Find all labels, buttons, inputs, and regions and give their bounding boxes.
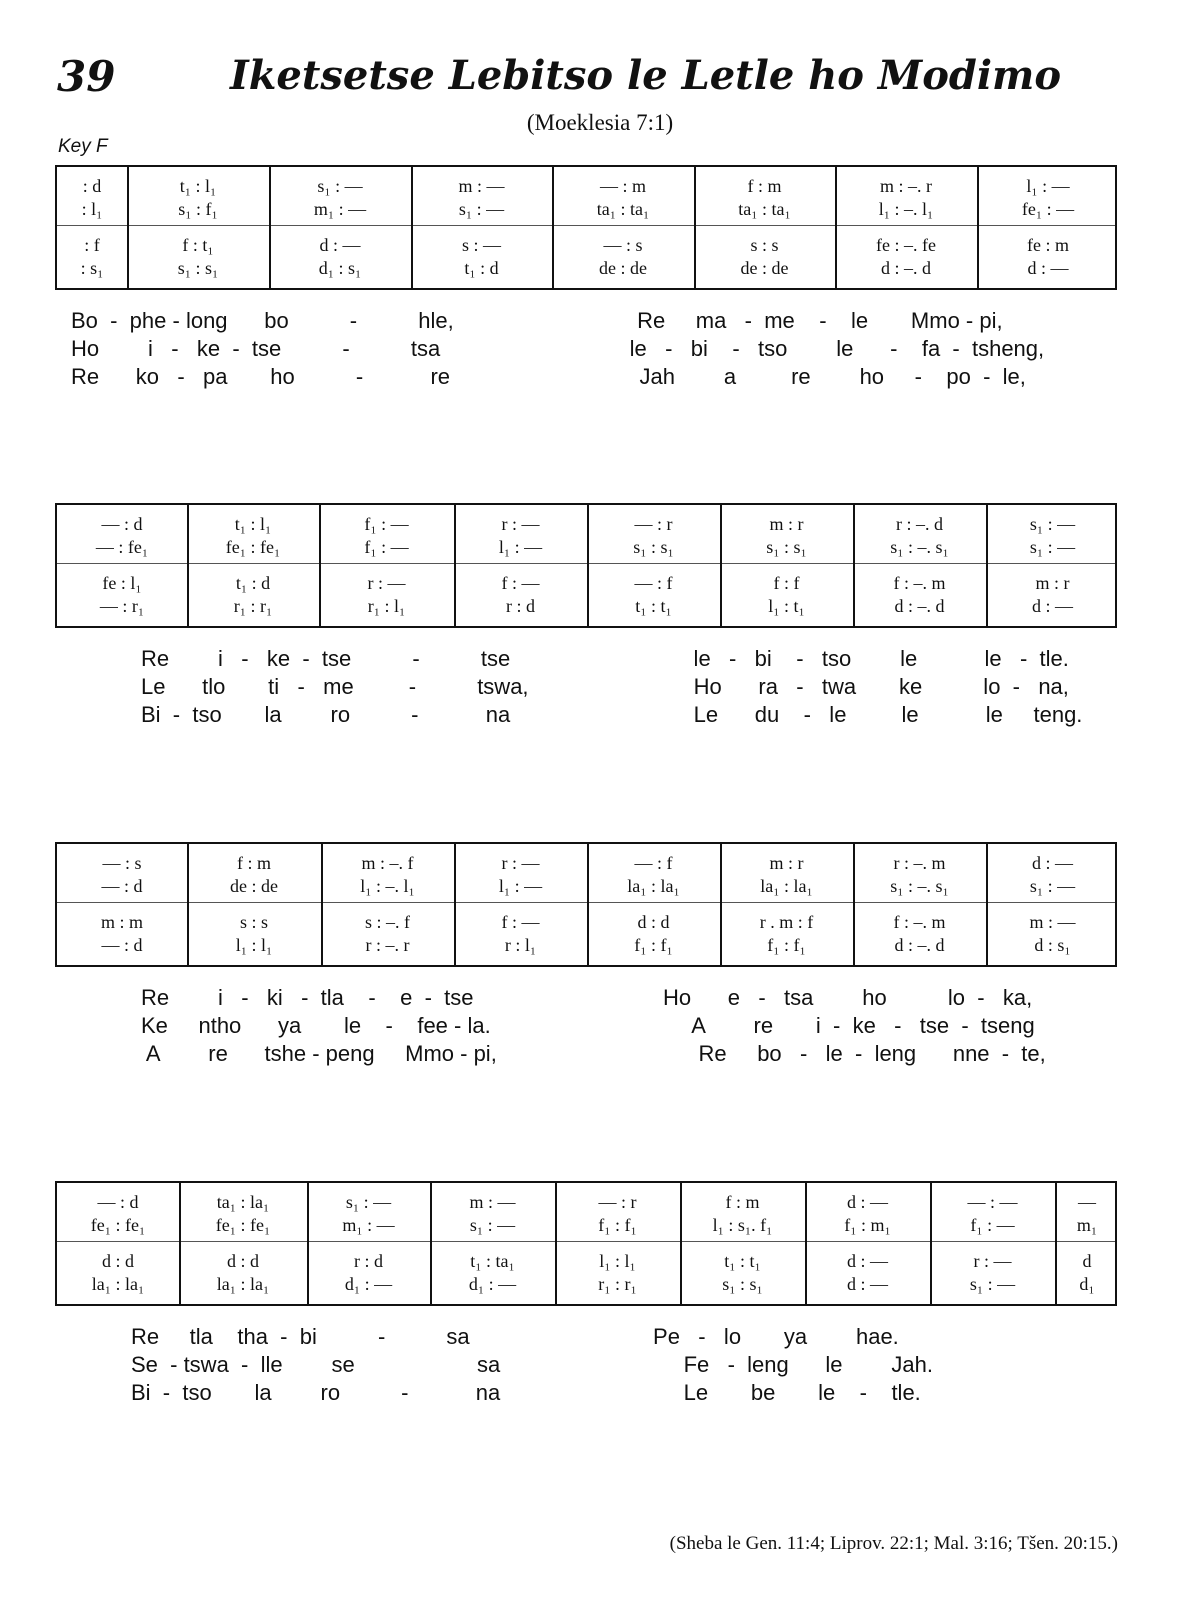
measure bbox=[454, 505, 587, 626]
alto-notes: fe₁ : fe₁ bbox=[215, 1215, 271, 1235]
soprano-notes: ta₁ : la₁ bbox=[216, 1192, 270, 1212]
tenor-notes: r : d bbox=[354, 1251, 383, 1271]
bass-notes: de : de bbox=[740, 258, 789, 278]
bass-notes: r₁ : l₁ bbox=[367, 596, 406, 616]
tenor-notes: f : t₁ bbox=[182, 235, 214, 255]
bass-notes: — : d bbox=[101, 935, 143, 955]
measure bbox=[694, 167, 835, 288]
measure bbox=[720, 505, 853, 626]
measure bbox=[269, 167, 411, 288]
soprano-notes: m : r bbox=[769, 853, 804, 873]
measure bbox=[321, 844, 454, 965]
soprano-notes: r : –. m bbox=[893, 853, 946, 873]
music-system bbox=[55, 165, 1117, 290]
bass-notes: la₁ : la₁ bbox=[216, 1274, 270, 1294]
music-system bbox=[55, 842, 1117, 967]
bass-notes: f₁ : f₁ bbox=[767, 935, 806, 955]
soprano-notes: f : m bbox=[237, 853, 271, 873]
music-system bbox=[55, 1181, 1117, 1306]
lyric-verse-2: Ke ntho ya le - fee - la. A re i - ke - tse - tseng bbox=[141, 1013, 1035, 1038]
bass-notes: r : d bbox=[506, 596, 535, 616]
alto-notes: : l₁ bbox=[81, 199, 103, 219]
hymn-number: 39 bbox=[57, 52, 116, 101]
tenor-notes: — : f bbox=[634, 573, 673, 593]
measure bbox=[454, 844, 587, 965]
measure bbox=[411, 167, 552, 288]
alto-notes: f₁ : m₁ bbox=[844, 1215, 891, 1235]
tenor-notes: d : d bbox=[226, 1251, 259, 1271]
tenor-notes: t₁ : t₁ bbox=[724, 1251, 761, 1271]
bass-notes: d : — bbox=[1031, 596, 1073, 616]
measure bbox=[552, 167, 694, 288]
bass-notes: la₁ : la₁ bbox=[91, 1274, 145, 1294]
measure bbox=[587, 844, 720, 965]
alto-notes: s₁ : — bbox=[469, 1215, 516, 1235]
measure bbox=[57, 167, 127, 288]
measure bbox=[720, 844, 853, 965]
soprano-notes: — bbox=[1078, 1192, 1096, 1212]
bass-notes: l₁ : t₁ bbox=[768, 596, 805, 616]
tenor-notes: fe : –. fe bbox=[876, 235, 936, 255]
alto-notes: s₁ : — bbox=[1029, 876, 1076, 896]
alto-notes: m₁ : — bbox=[313, 199, 367, 219]
measure bbox=[977, 167, 1119, 288]
measure bbox=[179, 1183, 307, 1304]
measure bbox=[555, 1183, 680, 1304]
bass-notes: : s₁ bbox=[80, 258, 104, 278]
tenor-notes: l₁ : l₁ bbox=[599, 1251, 636, 1271]
measure bbox=[835, 167, 977, 288]
soprano-notes: m : — bbox=[458, 176, 505, 196]
measure bbox=[680, 1183, 805, 1304]
alto-notes: s₁ : — bbox=[458, 199, 505, 219]
tenor-notes: r : — bbox=[367, 573, 406, 593]
alto-notes: l₁ : — bbox=[498, 537, 543, 557]
bass-notes: r : l₁ bbox=[504, 935, 537, 955]
tenor-notes: — : s bbox=[603, 235, 643, 255]
footer-references: (Sheba le Gen. 11:4; Liprov. 22:1; Mal. 3:16; Tšen. 20:15.) bbox=[669, 1533, 1118, 1554]
tenor-notes: : f bbox=[84, 235, 100, 255]
alto-notes: l₁ : s₁. f₁ bbox=[712, 1215, 773, 1235]
tenor-notes: s : s bbox=[239, 912, 268, 932]
tenor-notes: m : r bbox=[1035, 573, 1070, 593]
soprano-notes: t₁ : l₁ bbox=[234, 514, 272, 534]
alto-notes: s₁ : s₁ bbox=[633, 537, 674, 557]
alto-notes: fe₁ : fe₁ bbox=[225, 537, 281, 557]
soprano-notes: — : s bbox=[102, 853, 142, 873]
measure bbox=[853, 844, 986, 965]
lyric-verse-3: A re tshe - peng Mmo - pi, Re bo - le - leng nne - te, bbox=[141, 1041, 1046, 1066]
soprano-notes: s₁ : — bbox=[1029, 514, 1076, 534]
soprano-notes: : d bbox=[82, 176, 102, 196]
lyric-verse-1: Re tla tha - bi - sa Pe - lo ya hae. bbox=[131, 1324, 899, 1349]
alto-notes: s₁ : f₁ bbox=[178, 199, 218, 219]
tenor-notes: m : — bbox=[1029, 912, 1076, 932]
measure bbox=[430, 1183, 555, 1304]
soprano-notes: m : –. f bbox=[361, 853, 414, 873]
bass-notes: d : –. d bbox=[894, 596, 945, 616]
lyric-verse-1: Re i - ki - tla - e - tse Ho e - tsa ho lo - ka, bbox=[141, 985, 1033, 1010]
alto-notes: fe₁ : fe₁ bbox=[90, 1215, 146, 1235]
tenor-notes: d : — bbox=[319, 235, 361, 255]
tenor-notes: d bbox=[1082, 1251, 1092, 1271]
tenor-notes: f : f bbox=[773, 573, 800, 593]
bass-notes: d : –. d bbox=[880, 258, 931, 278]
bass-notes: d : — bbox=[846, 1274, 888, 1294]
bass-notes: d₁ : s₁ bbox=[318, 258, 362, 278]
alto-notes: — : d bbox=[101, 876, 143, 896]
measure bbox=[319, 505, 454, 626]
alto-notes: s₁ : — bbox=[1029, 537, 1076, 557]
bass-notes: d : s₁ bbox=[1034, 935, 1071, 955]
measure bbox=[853, 505, 986, 626]
alto-notes: s₁ : –. s₁ bbox=[890, 537, 949, 557]
tenor-notes: t₁ : d bbox=[235, 573, 271, 593]
soprano-notes: r : — bbox=[501, 853, 540, 873]
measure bbox=[986, 844, 1119, 965]
tenor-notes: m : m bbox=[100, 912, 143, 932]
bass-notes: r₁ : r₁ bbox=[598, 1274, 637, 1294]
soprano-notes: m : r bbox=[769, 514, 804, 534]
soprano-notes: s₁ : — bbox=[317, 176, 363, 196]
tenor-notes: r . m : f bbox=[759, 912, 814, 932]
soprano-notes: f : m bbox=[747, 176, 782, 196]
alto-notes: l₁ : — bbox=[498, 876, 543, 896]
measure bbox=[805, 1183, 930, 1304]
soprano-notes: — : m bbox=[599, 176, 646, 196]
soprano-notes: r : — bbox=[501, 514, 540, 534]
lyric-verse-3: Bi - tso la ro - na Le be le - tle. bbox=[131, 1380, 921, 1405]
soprano-notes: t₁ : l₁ bbox=[179, 176, 217, 196]
tenor-notes: s : — bbox=[461, 235, 501, 255]
tenor-notes: f : — bbox=[501, 912, 540, 932]
measure bbox=[57, 844, 187, 965]
soprano-notes: m : –. r bbox=[880, 176, 932, 196]
alto-notes: f₁ : f₁ bbox=[598, 1215, 637, 1235]
soprano-notes: — : d bbox=[97, 1192, 139, 1212]
tenor-notes: fe : l₁ bbox=[102, 573, 142, 593]
soprano-notes: f₁ : — bbox=[364, 514, 409, 534]
alto-notes: m₁ bbox=[1076, 1215, 1098, 1235]
alto-notes: de : de bbox=[230, 876, 278, 896]
bass-notes: d : — bbox=[1027, 258, 1069, 278]
tenor-notes: fe : m bbox=[1027, 235, 1069, 255]
bass-notes: s₁ : — bbox=[969, 1274, 1016, 1294]
alto-notes: s₁ : –. s₁ bbox=[890, 876, 949, 896]
measure bbox=[187, 844, 321, 965]
soprano-notes: — : f bbox=[634, 853, 673, 873]
tenor-notes: f : — bbox=[501, 573, 540, 593]
bass-notes: s₁ : s₁ bbox=[177, 258, 219, 278]
soprano-notes: m : — bbox=[469, 1192, 516, 1212]
lyric-verse-3: Bi - tso la ro - na Le du - le le le teng. bbox=[141, 702, 1083, 727]
soprano-notes: d : — bbox=[846, 1192, 888, 1212]
lyric-verse-2: Le tlo ti - me - tswa, Ho ra - twa ke lo - na, bbox=[141, 674, 1069, 699]
tenor-notes: f : –. m bbox=[893, 912, 946, 932]
measure bbox=[986, 505, 1119, 626]
bass-notes: f₁ : f₁ bbox=[634, 935, 673, 955]
alto-notes: fe₁ : — bbox=[1021, 199, 1075, 219]
lyric-verse-2: Ho i - ke - tse - tsa le - bi - tso le - fa - tsheng, bbox=[71, 336, 1045, 361]
key-signature: Key F bbox=[58, 136, 108, 157]
scripture-reference: (Moeklesia 7:1) bbox=[526, 110, 674, 135]
soprano-notes: — : — bbox=[967, 1192, 1018, 1212]
tenor-notes: d : d bbox=[637, 912, 670, 932]
lyric-verse-1: Bo - phe - long bo - hle, Re ma - me - le Mmo - pi, bbox=[71, 308, 1003, 333]
bass-notes: d₁ : — bbox=[468, 1274, 517, 1294]
alto-notes: la₁ : la₁ bbox=[627, 876, 680, 896]
bass-notes: r : –. r bbox=[365, 935, 410, 955]
measure bbox=[57, 1183, 179, 1304]
bass-notes: l₁ : l₁ bbox=[235, 935, 273, 955]
lyric-verse-3: Re ko - pa ho - re Jah a re ho - po - le, bbox=[71, 364, 1026, 389]
hymn-title: Iketsetse Lebitso le Letle ho Modimo bbox=[230, 52, 1062, 99]
soprano-notes: r : –. d bbox=[896, 514, 943, 534]
bass-notes: de : de bbox=[599, 258, 647, 278]
soprano-notes: d : — bbox=[1031, 853, 1073, 873]
tenor-notes: t₁ : ta₁ bbox=[470, 1251, 515, 1271]
alto-notes: l₁ : –. l₁ bbox=[360, 876, 415, 896]
alto-notes: f₁ : — bbox=[364, 537, 409, 557]
measure bbox=[57, 505, 187, 626]
tenor-notes: s : s bbox=[750, 235, 779, 255]
lyric-verse-2: Se - tswa - lle se sa Fe - leng le Jah. bbox=[131, 1352, 934, 1377]
soprano-notes: — : r bbox=[598, 1192, 637, 1212]
soprano-notes: l₁ : — bbox=[1026, 176, 1070, 196]
soprano-notes: — : d bbox=[101, 514, 143, 534]
measure bbox=[127, 167, 269, 288]
alto-notes: ta₁ : ta₁ bbox=[596, 199, 650, 219]
tenor-notes: d : d bbox=[101, 1251, 134, 1271]
measure bbox=[930, 1183, 1055, 1304]
lyric-verse-1: Re i - ke - tse - tse le - bi - tso le le - tle. bbox=[141, 646, 1069, 671]
music-system bbox=[55, 503, 1117, 628]
bass-notes: r₁ : r₁ bbox=[233, 596, 273, 616]
alto-notes: s₁ : s₁ bbox=[766, 537, 807, 557]
measure bbox=[587, 505, 720, 626]
soprano-notes: f : m bbox=[725, 1192, 760, 1212]
tenor-notes: f : –. m bbox=[893, 573, 946, 593]
bass-notes: d₁ : — bbox=[344, 1274, 393, 1294]
tenor-notes: s : –. f bbox=[365, 912, 410, 932]
tenor-notes: d : — bbox=[846, 1251, 888, 1271]
alto-notes: la₁ : la₁ bbox=[760, 876, 813, 896]
measure bbox=[307, 1183, 430, 1304]
bass-notes: d₁ bbox=[1079, 1274, 1095, 1294]
bass-notes: s₁ : s₁ bbox=[722, 1274, 763, 1294]
bass-notes: — : r₁ bbox=[99, 596, 145, 616]
measure bbox=[1055, 1183, 1119, 1304]
soprano-notes: — : r bbox=[634, 514, 673, 534]
measure bbox=[187, 505, 319, 626]
alto-notes: l₁ : –. l₁ bbox=[878, 199, 934, 219]
bass-notes: d : –. d bbox=[894, 935, 945, 955]
alto-notes: f₁ : — bbox=[970, 1215, 1015, 1235]
alto-notes: ta₁ : ta₁ bbox=[738, 199, 791, 219]
soprano-notes: s₁ : — bbox=[345, 1192, 392, 1212]
alto-notes: m₁ : — bbox=[342, 1215, 395, 1235]
bass-notes: t₁ : t₁ bbox=[635, 596, 672, 616]
bass-notes: t₁ : d bbox=[464, 258, 499, 278]
tenor-notes: r : — bbox=[973, 1251, 1012, 1271]
alto-notes: — : fe₁ bbox=[95, 537, 149, 557]
